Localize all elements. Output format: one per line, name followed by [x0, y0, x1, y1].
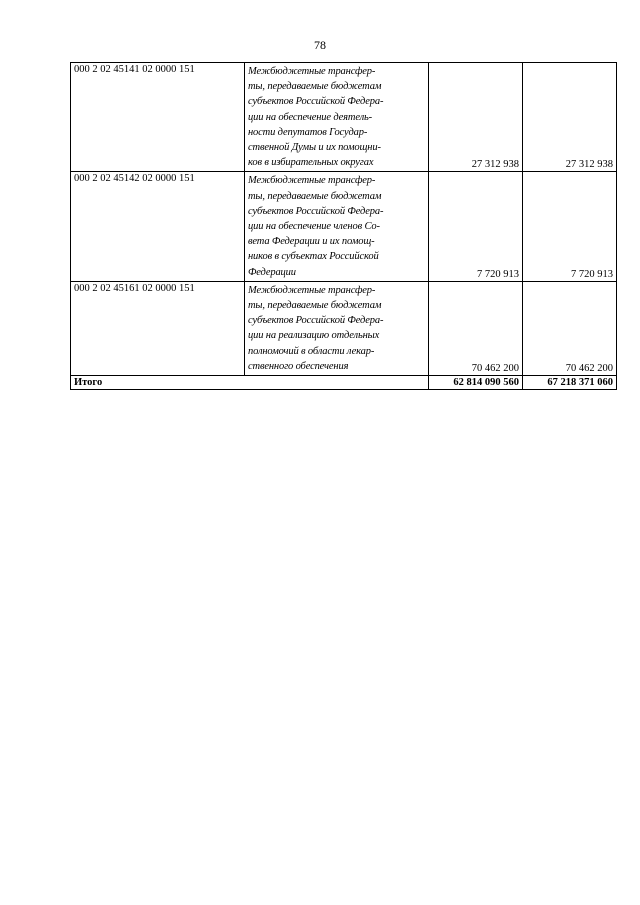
- budget-table: [70, 62, 617, 390]
- description-line: Межбюджетные трансфер-: [248, 284, 376, 296]
- description-line: ции на обеспечение деятель-: [248, 111, 372, 123]
- amount-cell-1: 70 462 200: [429, 281, 523, 375]
- table-row: [71, 172, 617, 281]
- amount-cell-2: 7 720 913: [523, 172, 617, 281]
- description-line: ции на реализацию отдельных: [248, 330, 380, 342]
- page-number: 78: [314, 38, 326, 52]
- total-amount-1: 62 814 090 560: [429, 376, 523, 390]
- amount-cell-1: 27 312 938: [429, 63, 523, 172]
- description-line: полномочий в области лекар-: [248, 345, 375, 357]
- description-line: ции на обеспечение членов Со-: [248, 221, 380, 233]
- description-line: ников в субъектах Российской: [248, 251, 379, 263]
- budget-code: 000 2 02 45161 02 0000 151: [71, 281, 245, 375]
- amount-cell-2: 70 462 200: [523, 281, 617, 375]
- table-row: [71, 281, 617, 375]
- description-line: Межбюджетные трансфер-: [248, 175, 376, 187]
- description-line: ственной Думы и их помощни-: [248, 142, 381, 154]
- amount-cell-1: 7 720 913: [429, 172, 523, 281]
- budget-code: 000 2 02 45142 02 0000 151: [71, 172, 245, 281]
- row-description: [245, 281, 429, 375]
- description-line: ности депутатов Государ-: [248, 126, 368, 138]
- total-row: [71, 376, 617, 390]
- total-amount-2: 67 218 371 060: [523, 376, 617, 390]
- row-description: [245, 63, 429, 172]
- description-line: ственного обеспечения: [248, 360, 349, 372]
- total-label: Итого: [71, 376, 429, 390]
- description-line: ты, передаваемые бюджетам: [248, 300, 382, 312]
- description-line: ты, передаваемые бюджетам: [248, 81, 382, 93]
- description-line: субъектов Российской Федера-: [248, 315, 384, 327]
- amount-cell-2: 27 312 938: [523, 63, 617, 172]
- description-line: ты, передаваемые бюджетам: [248, 190, 382, 202]
- budget-code: 000 2 02 45141 02 0000 151: [71, 63, 245, 172]
- description-line: Федерации: [248, 266, 296, 278]
- description-line: субъектов Российской Федера-: [248, 205, 384, 217]
- description-line: субъектов Российской Федера-: [248, 96, 384, 108]
- description-line: вета Федерации и их помощ-: [248, 236, 375, 248]
- row-description: [245, 172, 429, 281]
- description-line: ков в избирательных округах: [248, 157, 374, 169]
- description-line: Межбюджетные трансфер-: [248, 66, 376, 77]
- table-row: [71, 63, 617, 172]
